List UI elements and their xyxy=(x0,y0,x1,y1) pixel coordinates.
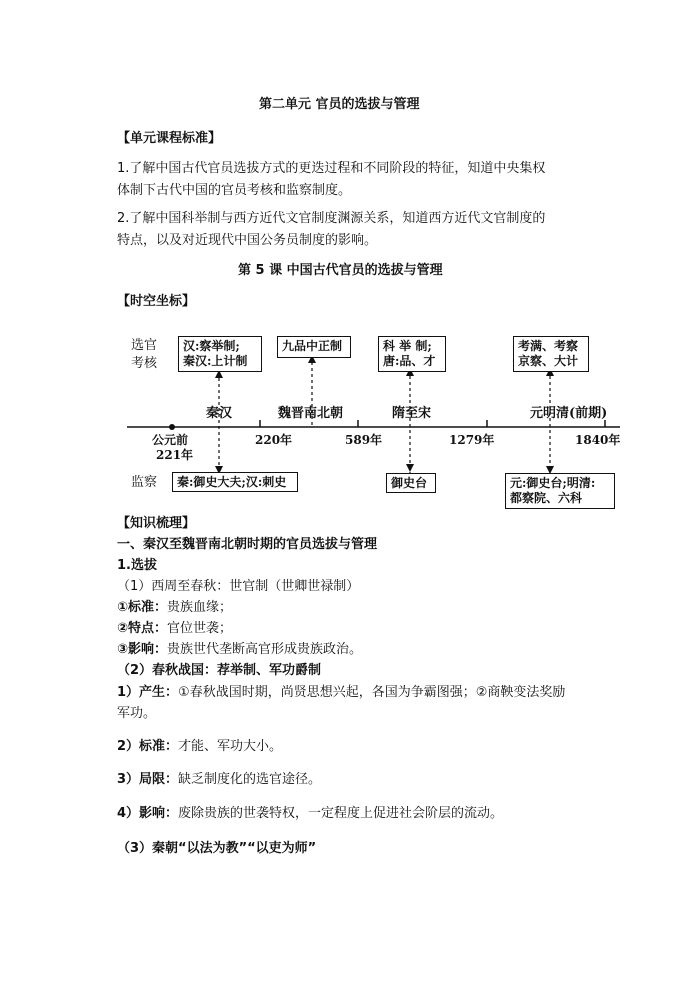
p1-item1-label: ①标准： xyxy=(117,600,168,615)
timeline-heading: 【时空坐标】 xyxy=(117,294,196,309)
p1-item1-text: 贵族血缘； xyxy=(167,600,233,615)
p2-item1-label: 1）产生： xyxy=(117,685,179,700)
p2-heading: （2）春秋战国：荐举制、军功爵制 xyxy=(117,663,322,678)
box-censorate-text: 御史台 xyxy=(391,476,428,490)
p2-item4-label: 4）影响： xyxy=(117,806,179,821)
p2-item3-label: 3）局限： xyxy=(117,772,179,787)
p1-item3 xyxy=(117,641,362,659)
section1-title: 一、秦汉至魏晋南北朝时期的官员选拔与管理 xyxy=(117,537,378,552)
p1-item3-text: 贵族世代垄断高官形成贵族政治。 xyxy=(167,642,363,657)
standard-item1-line2: 体制下古代中国的官员考核和监察制度。 xyxy=(117,183,352,198)
box-exam-line2: 唐:品、才 xyxy=(383,354,436,368)
box-han-line2: 秦汉:上计制 xyxy=(183,354,248,368)
dashed-connectors xyxy=(219,356,550,475)
box-eval-line2: 京察、大计 xyxy=(518,354,579,368)
p1-item2-text: 官位世袭； xyxy=(167,621,233,636)
p2-item1-line1: ①春秋战国时期，尚贤思想兴起，各国为争霸图强；②商鞅变法奖励 xyxy=(178,685,566,700)
p1-item1 xyxy=(117,599,232,617)
standard-item2-line1: 2.了解中国科举制与西方近代文官制度渊源关系，知道西方近代文官制度的 xyxy=(117,211,546,226)
p1-item2-label: ②特点： xyxy=(117,621,168,636)
box-censor-qinhan xyxy=(172,472,298,492)
p2-item2-text: 才能、军功大小。 xyxy=(178,739,283,754)
p2-item3-text: 缺乏制度化的选官途径。 xyxy=(178,772,322,787)
period-yuan: 元明清(前期) xyxy=(530,406,608,421)
standard-heading: 【单元课程标准】 xyxy=(117,131,222,146)
box-imperial-exam xyxy=(378,336,446,372)
box-nine-rank xyxy=(277,336,351,358)
date-221bc-line1: 公元前 xyxy=(152,433,189,447)
p1-item2 xyxy=(117,620,232,638)
box-nine-rank-text: 九品中正制 xyxy=(282,339,343,353)
row-label-select: 选官 xyxy=(131,338,158,353)
p3-heading: （3）秦朝 xyxy=(117,841,179,856)
box-evaluation xyxy=(513,336,589,372)
unit-title: 第二单元 官员的选拔与管理 xyxy=(259,97,420,112)
p2-item4-text: 废除贵族的世袭特权，一定程度上促进社会阶层的流动。 xyxy=(178,806,504,821)
date-220: 220年 xyxy=(255,433,293,447)
p2-item1-line2: 军功。 xyxy=(117,706,157,721)
p3 xyxy=(117,840,316,858)
p1-item3-label: ③影响： xyxy=(117,642,168,657)
box-han-recommendation xyxy=(178,336,262,372)
period-sui: 隋至宋 xyxy=(392,406,432,421)
p2-item2 xyxy=(117,738,282,756)
box-censor-yuan-line1: 元:御史台;明清: xyxy=(510,476,596,490)
lesson-title: 第 5 课 中国古代官员的选拔与管理 xyxy=(238,263,443,278)
sub1-title: 1.选拔 xyxy=(117,558,157,573)
period-wei: 魏晋南北朝 xyxy=(278,406,344,421)
standard-item1-line1: 1.了解中国古代官员选拔方式的更迭过程和不同阶段的特征，知道中央集权 xyxy=(117,161,546,176)
date-1840: 1840年 xyxy=(575,433,621,447)
box-exam-line1: 科 举 制; xyxy=(383,339,432,353)
tick-221bc xyxy=(169,424,175,430)
box-censor-yuan xyxy=(505,473,615,509)
p2-item4 xyxy=(117,805,503,823)
period-qinhan: 秦汉 xyxy=(206,406,233,421)
p2-item1 xyxy=(117,684,565,702)
row-label-supervise: 监察 xyxy=(131,475,158,490)
date-1279: 1279年 xyxy=(449,433,495,447)
box-censorate xyxy=(386,473,436,493)
p2-item3 xyxy=(117,771,321,789)
row-label-assess: 考核 xyxy=(131,356,158,371)
box-censor-yuan-line2: 都察院、六科 xyxy=(510,491,583,505)
standard-item2-line2: 特点，以及对近现代中国公务员制度的影响。 xyxy=(117,233,378,248)
p2-item2-label: 2）标准： xyxy=(117,739,179,754)
arrowheads xyxy=(215,355,554,474)
p3-quote: “以法为教”“以吏为师” xyxy=(178,841,317,856)
box-eval-line1: 考满、考察 xyxy=(518,339,579,353)
box-han-line1: 汉:察举制; xyxy=(183,339,240,353)
date-589: 589年 xyxy=(345,433,383,447)
box-censor-qinhan-text: 秦:御史大夫;汉:刺史 xyxy=(177,475,287,489)
date-221bc-line2: 221年 xyxy=(156,448,194,462)
knowledge-heading: 【知识梳理】 xyxy=(117,516,196,531)
p1-heading: （1）西周至春秋：世官制（世卿世禄制） xyxy=(117,579,360,594)
